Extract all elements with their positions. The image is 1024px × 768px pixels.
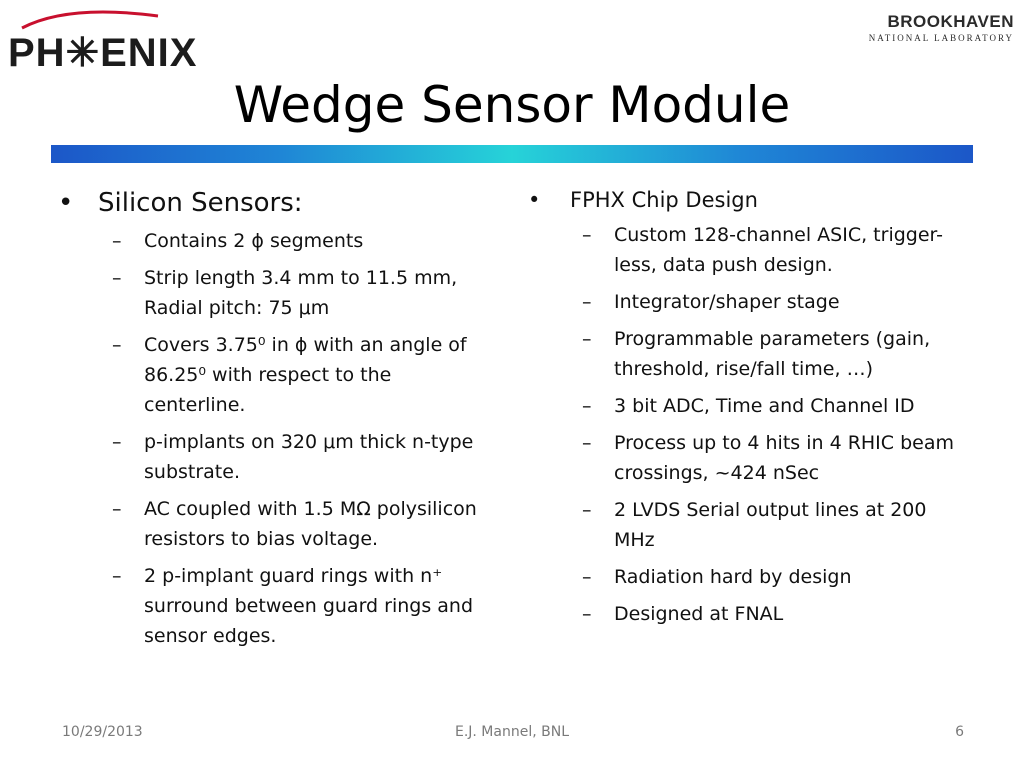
list-item: – 3 bit ADC, Time and Channel ID bbox=[582, 391, 968, 421]
list-item: – 2 LVDS Serial output lines at 200 MHz bbox=[582, 495, 968, 555]
list-item: – Designed at FNAL bbox=[582, 599, 968, 629]
list-item: – Custom 128-channel ASIC, trigger-less, data push design. bbox=[582, 220, 968, 280]
list-item: – Radiation hard by design bbox=[582, 562, 968, 592]
right-sub-list bbox=[582, 220, 968, 629]
bnl-logo-subtitle: NATIONAL LABORATORY bbox=[868, 33, 1014, 43]
list-item: – Contains 2 ϕ segments bbox=[112, 226, 498, 256]
bnl-logo bbox=[864, 12, 1014, 52]
list-item: – AC coupled with 1.5 MΩ polysilicon resistors to bias voltage. bbox=[112, 494, 498, 554]
list-item: – Integrator/shaper stage bbox=[582, 287, 968, 317]
list-item: – Strip length 3.4 mm to 11.5 mm, Radial pitch: 75 μm bbox=[112, 263, 498, 323]
phenix-logo-text: PH✳ENIX bbox=[8, 31, 198, 75]
dash-icon: – bbox=[582, 395, 592, 417]
list-item: – Covers 3.75⁰ in ϕ with an angle of 86.25⁰ with respect to the centerline. bbox=[112, 330, 498, 420]
dash-icon: – bbox=[112, 267, 122, 289]
dash-icon: – bbox=[582, 499, 592, 521]
left-heading: Silicon Sensors: bbox=[98, 188, 303, 218]
list-item: – Programmable parameters (gain, threshold, rise/fall time, …) bbox=[582, 324, 968, 384]
footer-author: E.J. Mannel, BNL bbox=[454, 724, 569, 740]
left-sub-list bbox=[112, 226, 498, 651]
dash-icon: – bbox=[582, 432, 592, 454]
list-item: – p-implants on 320 μm thick n-type substrate. bbox=[112, 427, 498, 487]
slide-title: Wedge Sensor Module bbox=[233, 76, 791, 134]
right-column bbox=[528, 188, 968, 636]
footer-date: 10/29/2013 bbox=[62, 724, 143, 740]
title-divider-bar bbox=[51, 145, 973, 163]
dash-icon: – bbox=[582, 603, 592, 625]
dash-icon: – bbox=[582, 291, 592, 313]
dash-icon: – bbox=[582, 224, 592, 246]
footer-page-number: 6 bbox=[955, 724, 964, 740]
right-heading-item bbox=[528, 188, 968, 212]
bullet-icon: • bbox=[58, 188, 74, 218]
dash-icon: – bbox=[112, 230, 122, 252]
dash-icon: – bbox=[582, 566, 592, 588]
dash-icon: – bbox=[112, 565, 122, 587]
dash-icon: – bbox=[112, 431, 122, 453]
right-heading: FPHX Chip Design bbox=[570, 188, 758, 212]
bullet-icon: • bbox=[528, 188, 541, 212]
bnl-logo-name: BROOKHAVEN bbox=[887, 12, 1014, 31]
dash-icon: – bbox=[112, 334, 122, 356]
left-column bbox=[58, 188, 498, 658]
list-item: – Process up to 4 hits in 4 RHIC beam crossings, ~424 nSec bbox=[582, 428, 968, 488]
phenix-logo bbox=[8, 4, 218, 74]
dash-icon: – bbox=[582, 328, 592, 350]
list-item: – 2 p-implant guard rings with n⁺ surround between guard rings and sensor edges. bbox=[112, 561, 498, 651]
left-heading-item bbox=[58, 188, 498, 218]
dash-icon: – bbox=[112, 498, 122, 520]
